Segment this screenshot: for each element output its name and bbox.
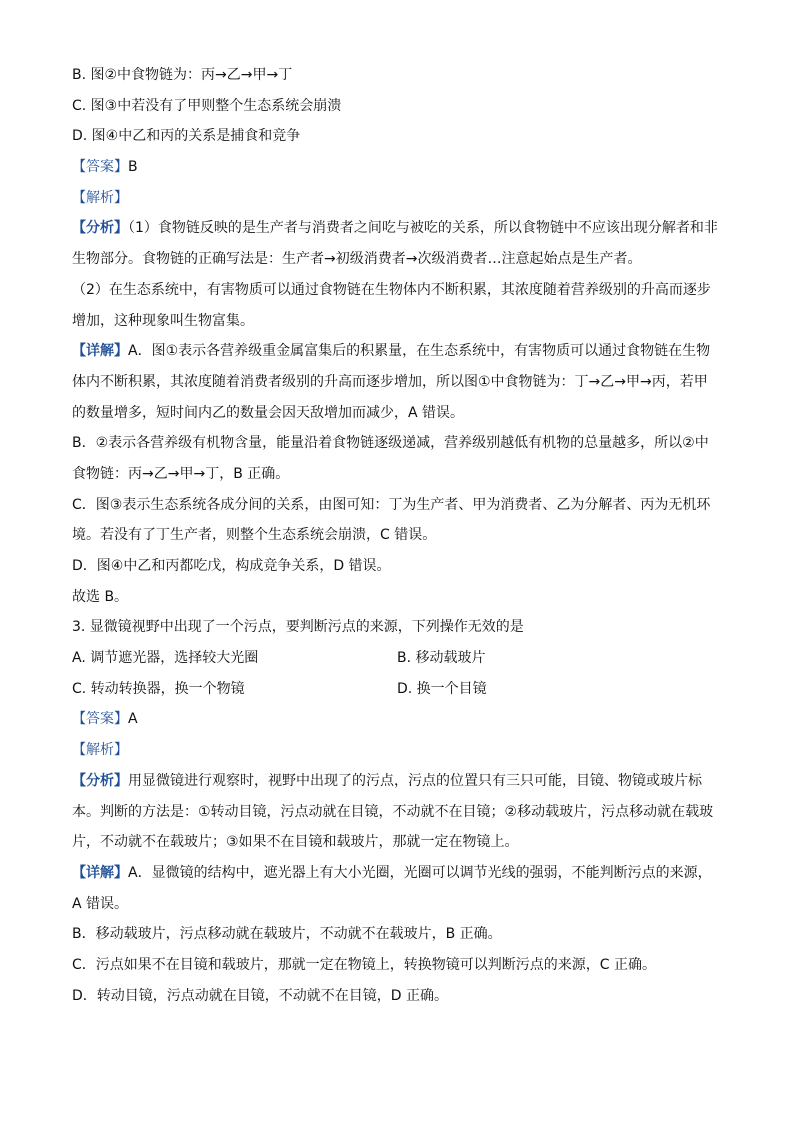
text-line: B. 图②中食物链为：丙→乙→甲→丁	[72, 67, 293, 83]
line-text: A．图①表示各营养级重金属富集后的积累量，在生态系统中，有害物质可以通过食物链在生物	[128, 343, 711, 360]
labeled-line	[72, 152, 732, 183]
option-left: C. 转动转换器，换一个物镜	[72, 680, 245, 697]
text-line: D. 图④中乙和丙的关系是捕食和竞争	[72, 128, 301, 145]
line-text: A	[128, 711, 138, 728]
option-right: B. 移动载玻片	[397, 650, 486, 667]
text-line: C．污点如果不在目镜和载玻片，那就一定在物镜上，转换物镜可以判断污点的来源，C 正确。	[72, 956, 656, 973]
text-line: C. 图③中若没有了甲则整个生态系统会崩溃	[72, 97, 342, 114]
text-line: 片，不动就不在载玻片；③如果不在目镜和载玻片，那就一定在物镜上。	[72, 834, 519, 851]
labeled-line	[72, 766, 732, 797]
labeled-line	[72, 213, 732, 244]
text-line: 生物部分。食物链的正确写法是：生产者→初级消费者→次级消费者…注意起始点是生产者。	[72, 251, 642, 268]
text-line: 故选 B。	[72, 588, 129, 605]
section-tag: 【分析】	[72, 220, 128, 237]
text-line: A 错误。	[72, 895, 129, 912]
text-line: 增加，这种现象叫生物富集。	[72, 312, 254, 329]
text-line: （2）在生态系统中，有害物质可以通过食物链在生物体内不断积累，其浓度随着营养级别的升高而逐步	[72, 281, 711, 298]
text-line: 3. 显微镜视野中出现了一个污点，要判断污点的来源，下列操作无效的是	[72, 619, 524, 636]
text-line: 的数量增多，短时间内乙的数量会因天敌增加而减少，A 错误。	[72, 404, 465, 421]
text-line: D．转动目镜，污点动就在目镜，不动就不在目镜，D 正确。	[72, 987, 449, 1004]
option-row	[72, 643, 732, 674]
text-line: D．图④中乙和丙都吃戊，构成竞争关系，D 错误。	[72, 558, 391, 574]
text-line: B．移动载玻片，污点移动就在载玻片，不动就不在载玻片，B 正确。	[72, 926, 502, 943]
labeled-line	[72, 858, 732, 889]
text-line: 境。若没有了丁生产者，则整个生态系统会崩溃，C 错误。	[72, 527, 437, 544]
option-right: D. 换一个目镜	[397, 680, 487, 697]
section-tag: 【解析】	[72, 742, 128, 759]
labeled-line	[72, 336, 732, 367]
section-tag: 【解析】	[72, 189, 128, 206]
line-text: （1）食物链反映的是生产者与消费者之间吃与被吃的关系，所以食物链中不应该出现分解者和非	[128, 220, 718, 237]
option-left: A. 调节遮光器，选择较大光圈	[72, 650, 259, 667]
labeled-line	[72, 704, 732, 735]
document-page	[72, 60, 732, 1011]
option-row	[72, 674, 732, 705]
labeled-line	[72, 183, 732, 214]
section-tag: 【答案】	[72, 711, 128, 728]
text-line: 食物链：丙→乙→甲→丁，B 正确。	[72, 465, 290, 482]
section-tag: 【详解】	[72, 864, 128, 881]
line-text: A．显微镜的结构中，遮光器上有大小光圈，光圈可以调节光线的强弱，不能判断污点的来源，	[128, 864, 712, 881]
section-tag: 【详解】	[72, 343, 128, 360]
text-line: 体内不断积累，其浓度随着消费者级别的升高而逐步增加，所以图①中食物链为：丁→乙→甲→丙，若甲	[72, 373, 708, 390]
text-line: B．②表示各营养级有机物含量，能量沿着食物链逐级递减，营养级别越低有机物的总量越多，所以②中	[72, 435, 709, 452]
section-tag: 【答案】	[72, 159, 128, 176]
line-text: B	[128, 159, 138, 176]
section-tag: 【分析】	[72, 772, 128, 789]
text-line: C．图③表示生态系统各成分间的关系，由图可知：丁为生产者、甲为消费者、乙为分解者、丙为无机环	[72, 496, 711, 513]
line-text: 用显微镜进行观察时，视野中出现了的污点，污点的位置只有三只可能，目镜、物镜或玻片标	[128, 772, 702, 789]
labeled-line	[72, 735, 732, 766]
text-line: 本。判断的方法是：①转动目镜，污点动就在目镜，不动就不在目镜；②移动载玻片，污点移动就在载玻	[72, 803, 714, 820]
